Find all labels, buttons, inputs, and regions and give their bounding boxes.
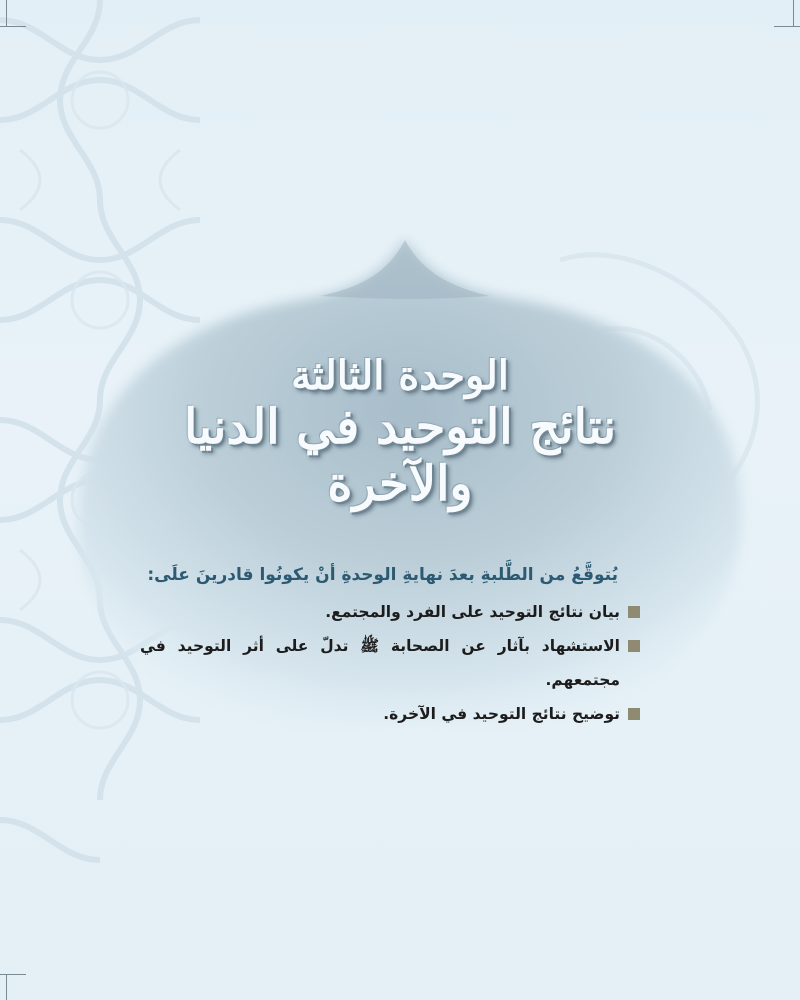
unit-title-line-1: نتائج التوحيد في الدنيا xyxy=(183,399,617,456)
unit-label: الوحدة الثالثة xyxy=(291,352,509,399)
objective-text: الاستشهاد بآثار عن الصحابة ﷺ تدلّ على أثر التوحيد في مجتمعهم. xyxy=(140,637,620,689)
square-bullet-icon xyxy=(628,640,640,652)
objectives-section xyxy=(140,565,640,731)
objectives-intro: يُتوقَّعُ من الطَّلبةِ بعدَ نهايةِ الوحدةِ أنْ يكونُوا قادرينَ علَى: xyxy=(147,565,618,585)
objective-text: بيان نتائج التوحيد على الفرد والمجتمع. xyxy=(325,603,620,621)
square-bullet-icon xyxy=(628,606,640,618)
objectives-list xyxy=(140,595,640,731)
list-item xyxy=(140,697,640,731)
unit-title-line-2: والآخرة xyxy=(327,455,473,512)
list-item xyxy=(140,595,640,629)
list-item xyxy=(140,629,640,697)
unit-title-block xyxy=(60,352,740,512)
square-bullet-icon xyxy=(628,708,640,720)
objective-text: توضيح نتائج التوحيد في الآخرة. xyxy=(383,705,620,723)
